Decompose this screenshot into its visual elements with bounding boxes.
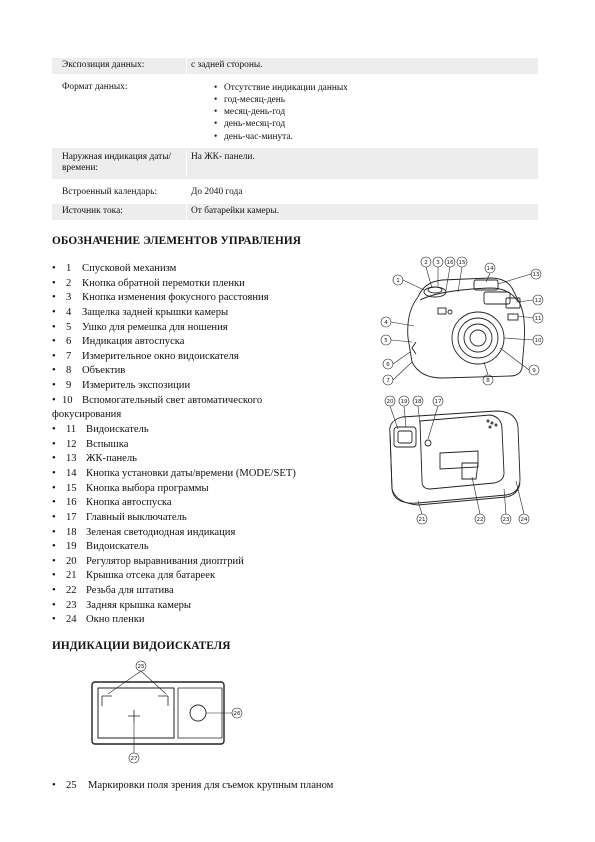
spec-row xyxy=(52,204,538,220)
format-item: • день-месяц-год xyxy=(214,118,538,130)
callout-label: 25 xyxy=(137,664,145,670)
spec-label: Экспозиция данных: xyxy=(62,60,145,70)
spec-value xyxy=(186,80,538,145)
camera-back-illustration xyxy=(378,393,538,528)
callout-label: 9 xyxy=(532,368,536,374)
controls-item: • 20 Регулятор выравнивания диоптрий xyxy=(52,555,244,567)
controls-item: • 18 Зеленая светодиодная индикация xyxy=(52,526,236,538)
controls-item: • 6 Индикация автоспуска xyxy=(52,336,185,348)
callout-label: 2 xyxy=(424,260,428,266)
format-item: • год-месяц-день xyxy=(214,94,538,106)
spec-row xyxy=(52,58,538,74)
callout-label: 27 xyxy=(130,756,138,762)
controls-item: • 8 Объектив xyxy=(52,365,126,377)
controls-item: • 16 Кнопка автоспуска xyxy=(52,497,172,509)
controls-item: • 24 Окно пленки xyxy=(52,614,145,626)
controls-item: • 12 Вспышка xyxy=(52,438,129,450)
callout-label: 22 xyxy=(476,517,484,523)
controls-item: • 14 Кнопка установки даты/времени (MODE/SET) xyxy=(52,467,296,479)
viewfinder-heading: ИНДИКАЦИИ ВИДОИСКАТЕЛЯ xyxy=(52,640,231,652)
spec-label: Встроенный календарь: xyxy=(62,186,157,197)
callout-label: 13 xyxy=(532,272,540,278)
spec-value: До 2040 года xyxy=(186,185,538,201)
spec-row xyxy=(52,148,538,179)
callout-label: 1 xyxy=(396,278,400,284)
spec-row xyxy=(52,179,538,205)
callout-label: 14 xyxy=(486,266,494,272)
callout-label: 8 xyxy=(486,378,490,384)
controls-item: • 4 Защелка задней крышки камеры xyxy=(52,306,229,318)
controls-item: • 13 ЖК-панель xyxy=(52,453,137,465)
controls-item: • 10 Вспомогательный свет автоматического фокусирования xyxy=(52,394,263,421)
spec-row xyxy=(52,74,538,148)
callout-label: 23 xyxy=(502,517,510,523)
callout-label: 12 xyxy=(534,298,542,304)
spec-label: Источник тока: xyxy=(62,206,123,217)
callout-label: 11 xyxy=(534,316,542,322)
callout-label: 21 xyxy=(418,517,426,523)
controls-item: • 5 Ушко для ремешка для ношения xyxy=(52,321,228,333)
callout-label: 18 xyxy=(414,399,422,405)
spec-value: с задней стороны. xyxy=(186,58,538,74)
controls-item: • 3 Кнопка изменения фокусного расстояния xyxy=(52,292,269,304)
callout-label: 15 xyxy=(458,260,466,266)
controls-item: • 2 Кнопка обратной перемотки пленки xyxy=(52,277,245,289)
viewfinder-legend-item: • 25 Маркировки поля зрения для съемок крупным планом xyxy=(52,780,334,791)
callout-label: 19 xyxy=(400,399,408,405)
callout-label: 10 xyxy=(534,338,542,344)
controls-item: • 15 Кнопка выбора программы xyxy=(52,482,209,494)
callout-label: 5 xyxy=(384,338,388,344)
spec-value: На ЖК- панели. xyxy=(186,150,538,177)
callout-label: 3 xyxy=(436,260,440,266)
format-item: • месяц-день-год xyxy=(214,106,538,118)
controls-item: • 11 Видоискатель xyxy=(52,424,149,436)
controls-item: • 9 Измеритель экспозиции xyxy=(52,380,191,392)
controls-item: • 21 Крышка отсека для батареек xyxy=(52,570,216,582)
controls-list xyxy=(52,262,352,628)
spec-value: От батарейки камеры. xyxy=(186,204,538,220)
controls-item: • 19 Видоискатель xyxy=(52,541,149,553)
specs-table xyxy=(52,58,538,220)
callout-label: 20 xyxy=(386,399,394,405)
controls-item: • 7 Измерительное окно видоискателя xyxy=(52,350,239,362)
controls-item: • 17 Главный выключатель xyxy=(52,511,187,523)
controls-item: • 23 Задняя крышка камеры xyxy=(52,599,192,611)
camera-front-illustration xyxy=(380,252,550,392)
controls-item: • 22 Резьба для штатива xyxy=(52,585,174,597)
format-list xyxy=(187,82,538,143)
callout-label: 26 xyxy=(233,711,241,717)
viewfinder-illustration xyxy=(90,658,260,770)
callout-label: 6 xyxy=(386,362,390,368)
callout-label: 7 xyxy=(386,378,390,384)
callout-label: 4 xyxy=(384,320,388,326)
callout-label: 16 xyxy=(446,260,454,266)
controls-item: • 1 Спусковой механизм xyxy=(52,263,177,274)
callout-label: 17 xyxy=(434,399,442,405)
controls-heading: ОБОЗНАЧЕНИЕ ЭЛЕМЕНТОВ УПРАВЛЕНИЯ xyxy=(52,235,302,247)
callout-label: 24 xyxy=(520,517,528,523)
format-item: • Отсутствие индикации данных xyxy=(214,82,538,94)
spec-label: Наружная индикация даты/времени: xyxy=(62,151,172,174)
format-item: • день-час-минута. xyxy=(214,131,538,143)
spec-label: Формат данных: xyxy=(62,81,128,92)
